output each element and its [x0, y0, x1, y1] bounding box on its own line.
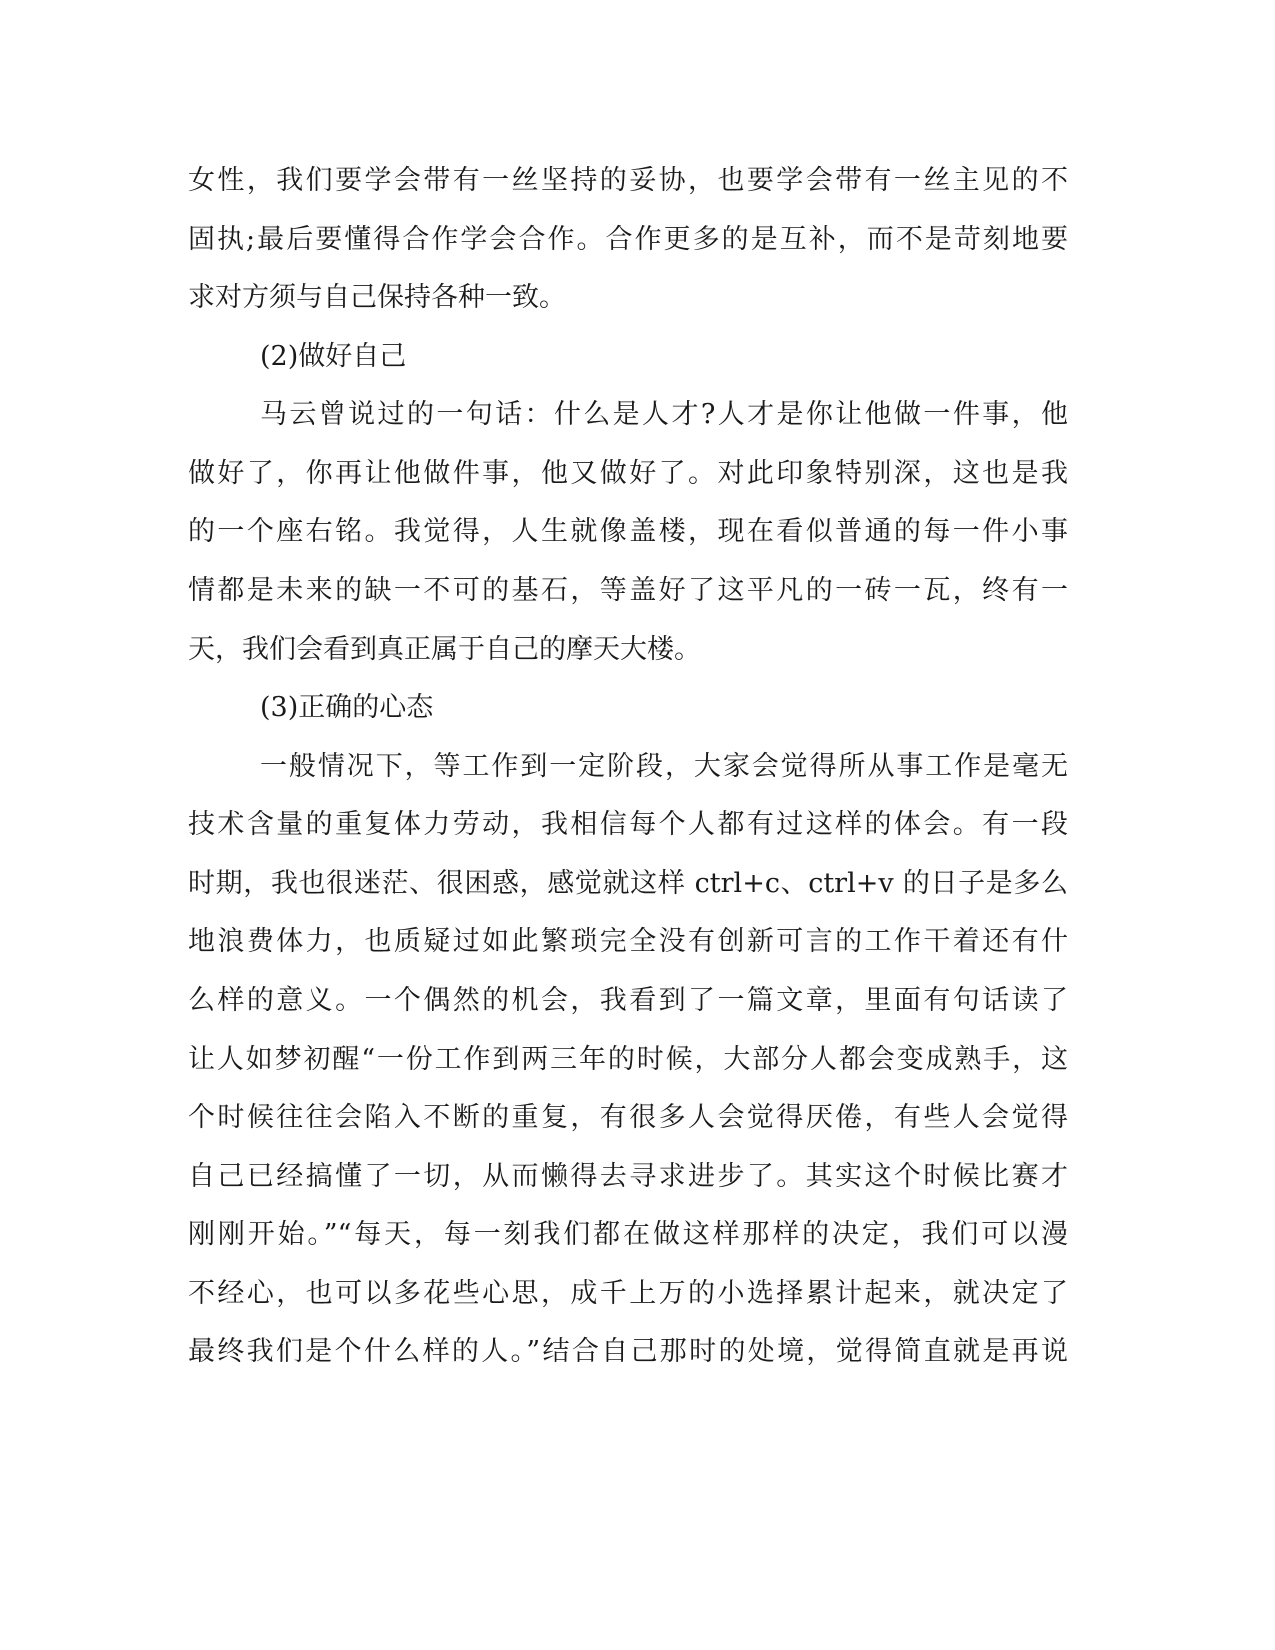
paragraph-line: 固执;最后要懂得合作学会合作。合作更多的是互补，而不是苛刻地要	[188, 224, 1068, 255]
paragraph-line: 做好了，你再让他做件事，他又做好了。对此印象特别深，这也是我	[188, 458, 1068, 489]
paragraph-line: 马云曾说过的一句话：什么是人才?人才是你让他做一件事，他	[260, 399, 1068, 430]
paragraph-line: 个时候往往会陷入不断的重复，有很多人会觉得厌倦，有些人会觉得	[188, 1102, 1068, 1133]
paragraph-line: 自己已经搞懂了一切，从而懒得去寻求进步了。其实这个时候比赛才	[188, 1161, 1068, 1192]
section-heading: (2)做好自己	[260, 341, 407, 372]
paragraph-line: 情都是未来的缺一不可的基石，等盖好了这平凡的一砖一瓦，终有一	[188, 575, 1068, 606]
paragraph-line: 让人如梦初醒“一份工作到两三年的时候，大部分人都会变成熟手，这	[188, 1044, 1068, 1075]
paragraph-line: 技术含量的重复体力劳动，我相信每个人都有过这样的体会。有一段	[188, 809, 1068, 840]
paragraph-line: 最终我们是个什么样的人。”结合自己那时的处境，觉得简直就是再说	[188, 1336, 1068, 1367]
paragraph-line: 的一个座右铭。我觉得，人生就像盖楼，现在看似普通的每一件小事	[188, 516, 1068, 547]
paragraph-line: 求对方须与自己保持各种一致。	[188, 282, 566, 313]
paragraph-line: 时期，我也很迷茫、很困惑，感觉就这样 ctrl+c、ctrl+v 的日子是多么	[188, 868, 1068, 899]
paragraph-line: 女性，我们要学会带有一丝坚持的妥协，也要学会带有一丝主见的不	[188, 165, 1068, 196]
paragraph-line: 刚刚开始。”“每天，每一刻我们都在做这样那样的决定，我们可以漫	[188, 1219, 1068, 1250]
paragraph-line: 天，我们会看到真正属于自己的摩天大楼。	[188, 634, 701, 665]
section-heading: (3)正确的心态	[260, 692, 434, 723]
paragraph-line: 一般情况下，等工作到一定阶段，大家会觉得所从事工作是毫无	[260, 751, 1068, 782]
paragraph-line: 不经心，也可以多花些心思，成千上万的小选择累计起来，就决定了	[188, 1278, 1068, 1309]
paragraph-line: 么样的意义。一个偶然的机会，我看到了一篇文章，里面有句话读了	[188, 985, 1068, 1016]
paragraph-line: 地浪费体力，也质疑过如此繁琐完全没有创新可言的工作干着还有什	[188, 926, 1068, 957]
